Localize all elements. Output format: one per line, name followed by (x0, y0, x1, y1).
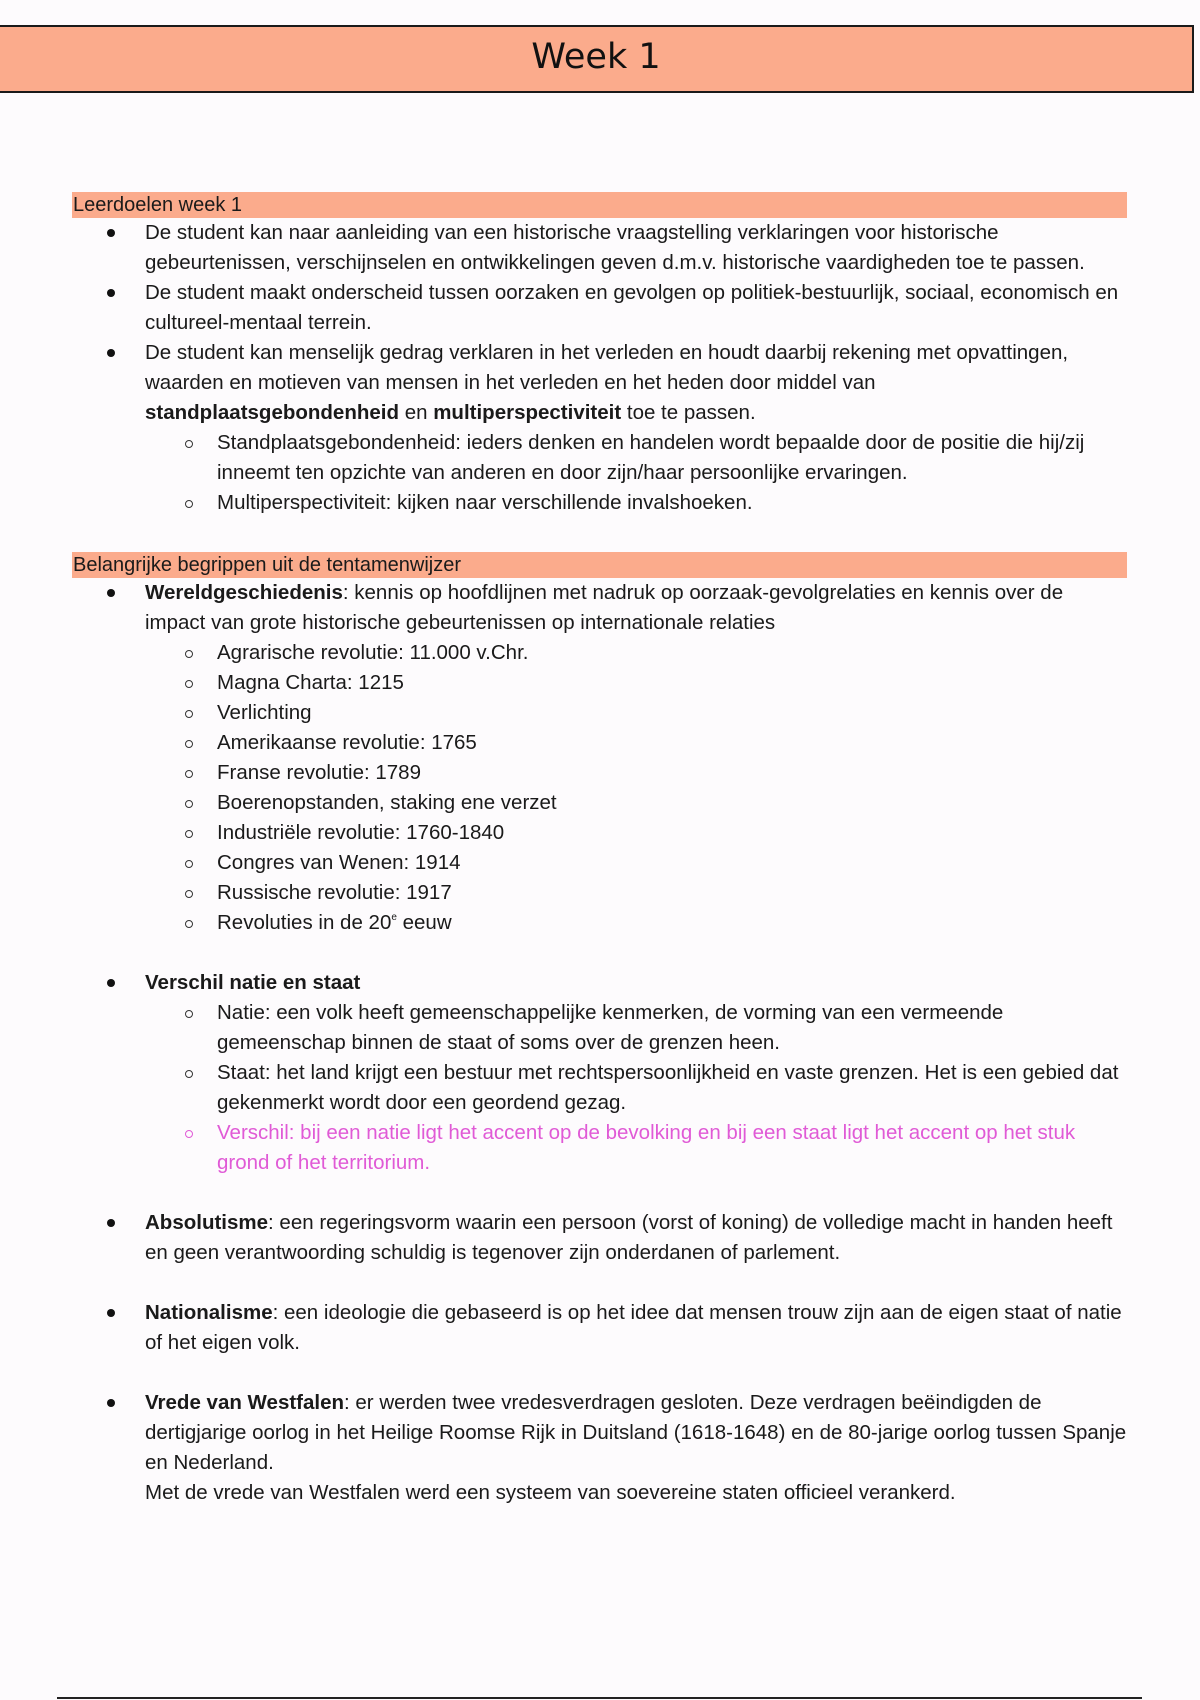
bullet-icon (107, 1309, 115, 1317)
circle-bullet-icon (185, 770, 193, 778)
bullet-icon (107, 1219, 115, 1227)
list-item (72, 338, 1127, 518)
sub-list-item (145, 698, 1127, 728)
list-item-wereldgeschiedenis (72, 578, 1127, 938)
sub-list-item (145, 818, 1127, 848)
circle-bullet-icon (185, 1130, 193, 1138)
sub-item-text: Industriële revolutie: 1760-1840 (217, 821, 505, 844)
term-absolutisme: Absolutisme (145, 1211, 269, 1234)
circle-bullet-icon (185, 740, 193, 748)
circle-bullet-icon (185, 920, 193, 928)
sub-item-text: Franse revolutie: 1789 (217, 761, 421, 784)
sub-list (145, 998, 1127, 1178)
term-wereldgeschiedenis: Wereldgeschiedenis (145, 581, 343, 604)
sub-item-text: Verlichting (217, 701, 312, 724)
sub-list-item (145, 728, 1127, 758)
sub-item-text: Agrarische revolutie: 11.000 v.Chr. (217, 641, 529, 664)
list-item-text: : er werden twee vredesverdragen gesloten. Deze verdragen beëindigden de dertigjarige oorlog in het Heilige Roomse Rijk in Duitsland (1618-1648) en de 80-jarige oorlog tussen Spanje en Nederland. (145, 1391, 1127, 1474)
sub-list-item (145, 638, 1127, 668)
term-natie-staat: Verschil natie en staat (145, 971, 361, 994)
bullet-icon (107, 589, 115, 597)
sub-item-text: Boerenopstanden, staking ene verzet (217, 791, 557, 814)
term-multiperspectiviteit: multiperspectiviteit (433, 401, 622, 424)
sub-list-item (145, 668, 1127, 698)
page-title: Week 1 (531, 37, 661, 77)
sub-list-item (145, 1058, 1127, 1118)
list-item-nationalisme (72, 1298, 1127, 1358)
term-nationalisme: Nationalisme (145, 1301, 273, 1324)
list-item-text: De student kan naar aanleiding van een historische vraagstelling verklaringen voor historische gebeurtenissen, verschijnselen en ontwikkelingen geven d.m.v. historische vaardigheden toe te passen. (145, 221, 1085, 274)
leerdoelen-list (72, 218, 1127, 518)
highlight-text: Verschil: bij een natie ligt het accent op de bevolking en bij een staat ligt het accent op het stuk grond of het territorium. (217, 1121, 1076, 1174)
bullet-icon (107, 289, 115, 297)
superscript: e (391, 912, 397, 923)
begrippen-list (72, 578, 1127, 1508)
sub-item-text: Staat: het land krijgt een bestuur met rechtspersoonlijkheid en vaste grenzen. Het is een gebied dat gekenmerkt wordt door een geordend gezag. (217, 1061, 1119, 1114)
footer-divider (57, 1697, 1142, 1699)
sub-item-text: Revoluties in de 20 (217, 911, 392, 934)
timeline-list (145, 638, 1127, 938)
circle-bullet-icon (185, 1010, 193, 1018)
sub-list-item (145, 848, 1127, 878)
list-item (72, 218, 1127, 278)
sub-list-item (145, 998, 1127, 1058)
bullet-icon (107, 349, 115, 357)
list-item-text: Met de vrede van Westfalen werd een systeem van soevereine staten officieel verankerd. (145, 1481, 956, 1504)
list-item-absolutisme (72, 1208, 1127, 1268)
list-item-text: : een ideologie die gebaseerd is op het idee dat mensen trouw zijn aan de eigen staat of natie of het eigen volk. (145, 1301, 1122, 1354)
circle-bullet-icon (185, 500, 193, 508)
document-body (72, 192, 1127, 1508)
list-item-text: De student maakt onderscheid tussen oorzaken en gevolgen op politiek-bestuurlijk, sociaal, economisch en cultureel-mentaal terrein. (145, 281, 1119, 334)
circle-bullet-icon (185, 680, 193, 688)
bullet-icon (107, 1399, 115, 1407)
circle-bullet-icon (185, 1070, 193, 1078)
list-item-natie-staat (72, 968, 1127, 1178)
section-header-leerdoelen: Leerdoelen week 1 (72, 192, 1127, 218)
sub-item-text: Russische revolutie: 1917 (217, 881, 452, 904)
sub-list-item (145, 488, 1127, 518)
list-item-text: : kennis op hoofdlijnen met nadruk op oorzaak-gevolgrelaties en kennis over de impact van grote historische gebeurtenissen op internationale relaties (145, 581, 1064, 634)
title-banner (0, 25, 1194, 93)
term-standplaatsgebondenheid: standplaatsgebondenheid (145, 401, 399, 424)
bullet-icon (107, 229, 115, 237)
section-spacer (72, 518, 1127, 552)
circle-bullet-icon (185, 830, 193, 838)
term-westfalen: Vrede van Westfalen (145, 1391, 345, 1414)
sub-item-text: Natie: een volk heeft gemeenschappelijke kenmerken, de vorming van een vermeende gemeenschap binnen de staat of soms over de grenzen heen. (217, 1001, 1004, 1054)
section-header-begrippen: Belangrijke begrippen uit de tentamenwijzer (72, 552, 1127, 578)
sub-list-item (145, 428, 1127, 488)
circle-bullet-icon (185, 800, 193, 808)
list-item-text: toe te passen. (621, 401, 756, 424)
bullet-icon (107, 979, 115, 987)
sub-list (145, 428, 1127, 518)
list-item-text: De student kan menselijk gedrag verklaren in het verleden en houdt daarbij rekening met opvattingen, waarden en motieven van mensen in het verleden en het heden door middel van (145, 341, 1069, 394)
list-item-text: : een regeringsvorm waarin een persoon (vorst of koning) de volledige macht in handen heeft en geen verantwoording schuldig is tegenover zijn onderdanen of parlement. (145, 1211, 1113, 1264)
sub-list-item (145, 908, 1127, 938)
circle-bullet-icon (185, 440, 193, 448)
sub-list-item (145, 788, 1127, 818)
circle-bullet-icon (185, 710, 193, 718)
sub-item-text: Magna Charta: 1215 (217, 671, 404, 694)
sub-item-text: Amerikaanse revolutie: 1765 (217, 731, 477, 754)
sub-item-text: Congres van Wenen: 1914 (217, 851, 461, 874)
circle-bullet-icon (185, 860, 193, 868)
list-item-text: en (399, 401, 434, 424)
circle-bullet-icon (185, 890, 193, 898)
sub-item-text: Multiperspectiviteit: kijken naar verschillende invalshoeken. (217, 491, 753, 514)
circle-bullet-icon (185, 650, 193, 658)
sub-item-text: eeuw (396, 911, 452, 934)
sub-list-item-highlight (145, 1118, 1127, 1178)
list-item (72, 278, 1127, 338)
sub-item-text: Standplaatsgebondenheid: ieders denken en handelen wordt bepaalde door de positie die hij/zij inneemt ten opzichte van anderen en door zijn/haar persoonlijke ervaringen. (217, 431, 1085, 484)
sub-list-item (145, 758, 1127, 788)
list-item-westfalen (72, 1388, 1127, 1508)
sub-list-item (145, 878, 1127, 908)
